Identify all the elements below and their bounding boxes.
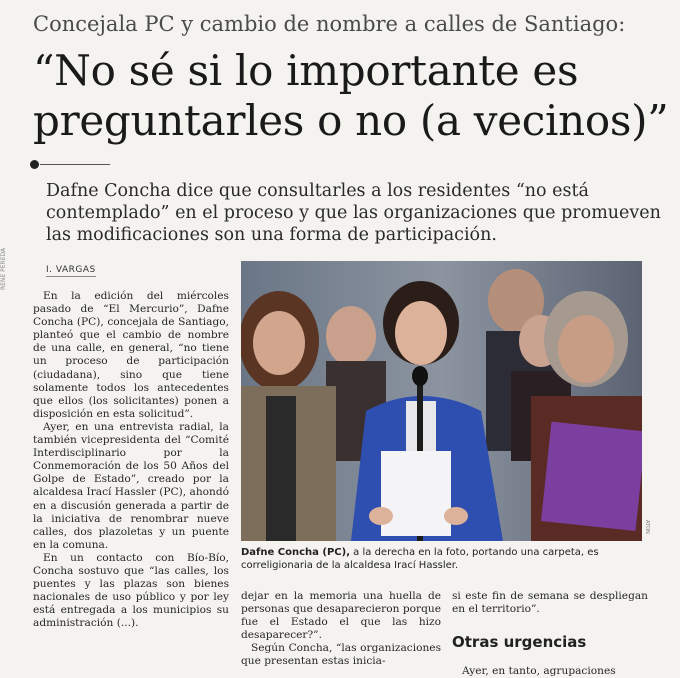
body-column-2 [241, 590, 441, 669]
photo-illustration [241, 261, 642, 541]
paragraph: En la edición del miércoles pasado de “El Mercurio”, Dafne Concha (PC), concejala de Santiago, planteó que el cambio de nombre de una calle, en general, “no tiene un proceso de participación (ciudadana), sino que tiene solamente todos los antecedentes que ellos (los solicitantes) ponen a disposición en esta solicitud”. [33, 290, 229, 420]
paragraph: En un contacto con Bío-Bío, Concha sostuvo que “las calles, los puentes y las plazas son bienes nacionales de uso público y por ley está entregada a los municipios su administración (...). [33, 551, 229, 630]
body-column-1 [33, 290, 229, 630]
rule-dot [30, 160, 39, 169]
article-headline: “No sé si lo importante es preguntarles o no (a vecinos)” [33, 46, 669, 145]
section-subhead: Otras urgencias [452, 633, 587, 651]
photo-caption [241, 546, 643, 572]
article-deck: Dafne Concha dice que consultarles a los residentes “no está contemplado” en el proceso y que las organizaciones que promueven las modificaciones son una forma de participación. [46, 181, 661, 245]
byline: I. VARGAS [46, 265, 96, 275]
paragraph: Ayer, en tanto, agrupaciones [462, 665, 616, 677]
paragraph: dejar en la memoria una huella de personas que desaparecieron porque fue el Estado el que las hizo desaparecer?”. [241, 590, 441, 642]
side-photo-credit: RENÉ PEREDA [0, 247, 7, 290]
photo-credit: ATON [644, 520, 650, 534]
body-column-3 [452, 590, 648, 616]
body-column-3-continued [452, 665, 648, 678]
paragraph: Según Concha, “las organizaciones que presentan estas inicia- [241, 642, 441, 668]
caption-text: a la derecha en la foto, portando una carpeta, es correligionaria de la alcaldesa Irací Hassler. [241, 547, 599, 571]
article-kicker: Concejala PC y cambio de nombre a calles de Santiago: [33, 12, 626, 36]
news-photo [241, 261, 642, 541]
rule-line [40, 164, 110, 165]
paragraph: si este fin de semana se despliegan en el territorio”. [452, 590, 648, 616]
paragraph: Ayer, en una entrevista radial, la también vicepresidenta del “Comité Interdisciplinario por la Conmemoración de los 50 Años del Golpe de Estado”, creado por la alcaldesa Irací Hassler (PC), ahondó en a discusión generada a partir de la iniciativa de renombrar nueve calles, dos plazoletas y un puente en la comuna. [33, 420, 230, 551]
caption-name: Dafne Concha (PC), [241, 547, 350, 558]
